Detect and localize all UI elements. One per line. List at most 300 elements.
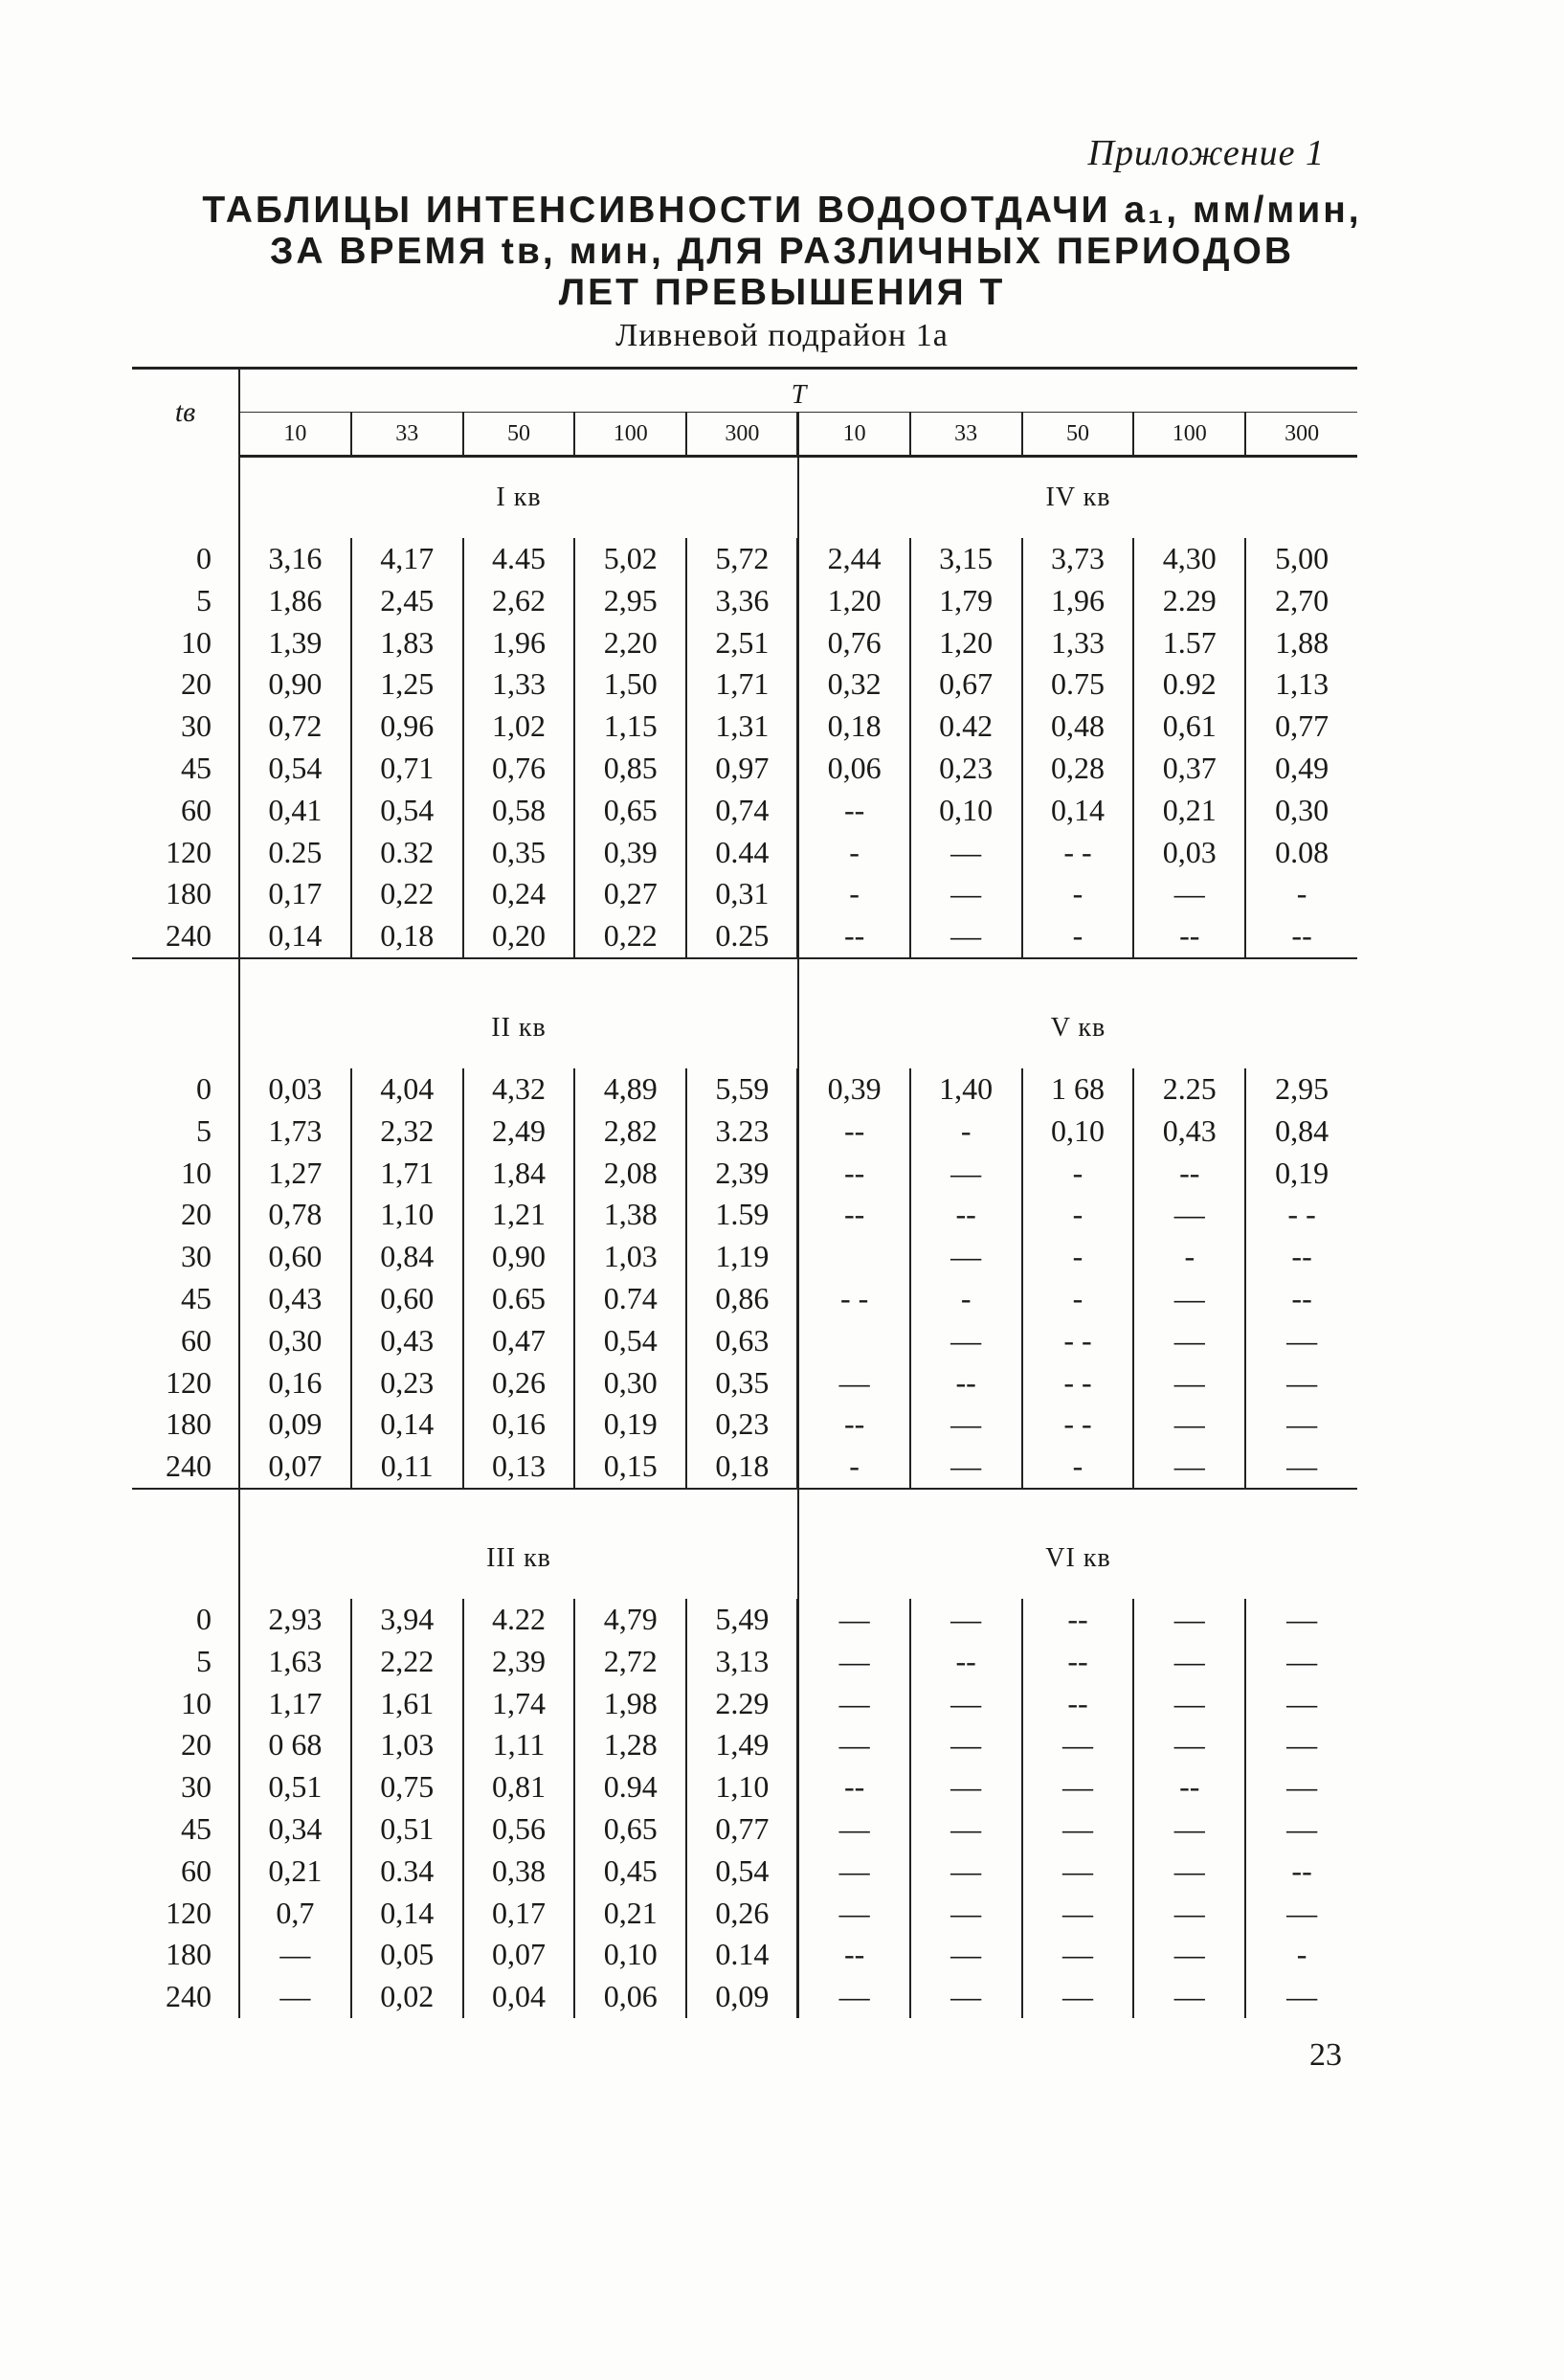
value-cell: 1,25 xyxy=(351,663,463,706)
value-cell: 0,22 xyxy=(574,915,686,958)
value-cell: — xyxy=(798,1641,910,1683)
value-cell: 0,60 xyxy=(239,1236,351,1278)
value-cell: 0,81 xyxy=(463,1766,575,1808)
value-cell: 0,13 xyxy=(463,1446,575,1489)
value-cell: - xyxy=(1022,1236,1134,1278)
value-cell: 0,21 xyxy=(239,1851,351,1893)
table-row xyxy=(132,706,1357,748)
value-cell: 2,70 xyxy=(1275,582,1329,617)
value-cell: 0,71 xyxy=(351,748,463,790)
value-cell: 2,49 xyxy=(463,1111,575,1153)
value-cell: — xyxy=(910,1766,1022,1808)
value-cell: 3.23 xyxy=(686,1111,798,1153)
value-cell: — xyxy=(1286,1322,1318,1358)
value-cell: 1,38 xyxy=(574,1194,686,1236)
value-cell: 0,41 xyxy=(239,790,351,832)
time-cell: 20 xyxy=(132,1194,239,1236)
value-cell: 2,93 xyxy=(239,1599,351,1641)
value-cell: 1,28 xyxy=(574,1724,686,1766)
value-cell: 4,79 xyxy=(574,1599,686,1641)
value-cell: — xyxy=(1286,1643,1318,1678)
value-cell: 0,11 xyxy=(351,1446,463,1489)
value-cell: 0,16 xyxy=(239,1362,351,1404)
value-cell: 2,32 xyxy=(351,1111,463,1153)
table-row xyxy=(132,1236,1357,1278)
time-cell: 120 xyxy=(132,832,239,874)
value-cell: 0,10 xyxy=(1022,1111,1134,1153)
value-cell: 0,90 xyxy=(463,1236,575,1278)
value-cell: 0,28 xyxy=(1022,748,1134,790)
value-cell: 1,63 xyxy=(239,1641,351,1683)
value-cell: - xyxy=(798,832,910,874)
time-cell: 180 xyxy=(132,1934,239,1976)
value-cell: -- xyxy=(798,1403,910,1446)
value-cell: 1,10 xyxy=(351,1194,463,1236)
value-cell: 1,11 xyxy=(463,1724,575,1766)
value-cell: 0,30 xyxy=(1275,792,1329,827)
time-cell: 10 xyxy=(132,1683,239,1725)
value-cell: 3,94 xyxy=(351,1599,463,1641)
time-cell: 45 xyxy=(132,1808,239,1851)
value-cell: — xyxy=(1133,1278,1245,1320)
time-cell: 0 xyxy=(132,1068,239,1111)
value-cell: — xyxy=(1133,1320,1245,1362)
value-cell: 1,84 xyxy=(463,1153,575,1195)
value-cell: 4,32 xyxy=(463,1068,575,1111)
value-cell: — xyxy=(1286,1727,1318,1763)
value-cell: -- xyxy=(798,1194,910,1236)
value-cell: - - xyxy=(798,1278,910,1320)
value-cell: 1,73 xyxy=(239,1111,351,1153)
value-cell: 1,33 xyxy=(1022,622,1134,664)
value-cell: 0,35 xyxy=(686,1362,798,1404)
value-cell: -- xyxy=(798,1934,910,1976)
value-cell: — xyxy=(910,1599,1022,1641)
value-cell: 0,65 xyxy=(574,790,686,832)
value-cell: 5,49 xyxy=(686,1599,798,1641)
header-row-T xyxy=(132,370,1357,413)
value-cell: 1,03 xyxy=(351,1724,463,1766)
value-cell: 0,26 xyxy=(686,1893,798,1935)
value-cell: — xyxy=(1133,1934,1245,1976)
value-cell: 1,15 xyxy=(574,706,686,748)
value-cell: — xyxy=(1133,1599,1245,1641)
time-cell: 5 xyxy=(132,1111,239,1153)
period-header: 300 xyxy=(686,413,798,457)
value-cell: — xyxy=(1022,1893,1134,1935)
value-cell: 0,67 xyxy=(910,663,1022,706)
value-cell: 3,36 xyxy=(686,580,798,622)
value-cell: 0,09 xyxy=(239,1403,351,1446)
value-cell: 2,22 xyxy=(351,1641,463,1683)
value-cell: 2,39 xyxy=(686,1153,798,1195)
table-row xyxy=(132,1976,1357,2018)
time-cell: 120 xyxy=(132,1362,239,1404)
value-cell: 4,17 xyxy=(351,538,463,580)
value-cell: -- xyxy=(1133,915,1245,958)
value-cell: 0,15 xyxy=(574,1446,686,1489)
value-cell: — xyxy=(798,1362,910,1404)
time-cell: 0 xyxy=(132,1599,239,1641)
value-cell: 0,31 xyxy=(686,873,798,915)
value-cell: — xyxy=(910,1683,1022,1725)
table-row xyxy=(132,1362,1357,1404)
value-cell: -- xyxy=(910,1362,1022,1404)
value-cell: 5,02 xyxy=(574,538,686,580)
value-cell: -- xyxy=(798,1153,910,1195)
value-cell: -- xyxy=(1291,918,1312,954)
table-row xyxy=(132,915,1357,958)
value-cell: - - xyxy=(1022,832,1134,874)
value-cell: 2,72 xyxy=(574,1641,686,1683)
value-cell: — xyxy=(1133,1851,1245,1893)
value-cell: 0,78 xyxy=(239,1194,351,1236)
value-cell: -- xyxy=(1022,1641,1134,1683)
value-cell: 0,30 xyxy=(239,1320,351,1362)
value-cell: 0,05 xyxy=(351,1934,463,1976)
period-header: 10 xyxy=(798,413,910,457)
value-cell: 1,27 xyxy=(239,1153,351,1195)
value-cell: 2.29 xyxy=(1133,580,1245,622)
value-cell: -- xyxy=(798,915,910,958)
value-cell: 0.14 xyxy=(686,1934,798,1976)
period-header: 50 xyxy=(463,413,575,457)
value-cell: — xyxy=(1286,1979,1318,2014)
time-cell: 10 xyxy=(132,622,239,664)
table-row xyxy=(132,1111,1357,1153)
value-cell: 0,54 xyxy=(574,1320,686,1362)
value-cell: 0,84 xyxy=(351,1236,463,1278)
value-cell: 4,89 xyxy=(574,1068,686,1111)
table-row xyxy=(132,832,1357,874)
time-cell: 240 xyxy=(132,915,239,958)
value-cell: 0,18 xyxy=(351,915,463,958)
value-cell: 0,56 xyxy=(463,1808,575,1851)
value-cell: 1,96 xyxy=(1022,580,1134,622)
value-cell: — xyxy=(910,1893,1022,1935)
time-cell: 180 xyxy=(132,873,239,915)
time-cell: 240 xyxy=(132,1446,239,1489)
table-row xyxy=(132,748,1357,790)
value-cell: 2.29 xyxy=(686,1683,798,1725)
value-cell: — xyxy=(798,1851,910,1893)
value-cell: 0,39 xyxy=(798,1068,910,1111)
value-cell: 0.32 xyxy=(351,832,463,874)
value-cell: -- xyxy=(1291,1280,1312,1315)
value-cell: 0,48 xyxy=(1022,706,1134,748)
value-cell: — xyxy=(1133,1893,1245,1935)
value-cell: — xyxy=(1286,1810,1318,1846)
value-cell: 1,13 xyxy=(1275,666,1329,702)
value-cell: 0,49 xyxy=(1275,750,1329,785)
time-cell: 30 xyxy=(132,1766,239,1808)
value-cell: 0,09 xyxy=(686,1976,798,2018)
value-cell: 1,71 xyxy=(686,663,798,706)
table-row xyxy=(132,1068,1357,1111)
value-cell: 0,21 xyxy=(1133,790,1245,832)
table-row xyxy=(132,538,1357,580)
value-cell: 1,20 xyxy=(910,622,1022,664)
value-cell: — xyxy=(1022,1808,1134,1851)
value-cell: — xyxy=(910,1446,1022,1489)
value-cell: 0,16 xyxy=(463,1403,575,1446)
time-cell: 120 xyxy=(132,1893,239,1935)
value-cell: 0,54 xyxy=(686,1851,798,1893)
value-cell: - xyxy=(1022,1278,1134,1320)
value-cell: 0,63 xyxy=(686,1320,798,1362)
value-cell: 4,04 xyxy=(351,1068,463,1111)
value-cell: — xyxy=(1286,1601,1318,1636)
value-cell: - - xyxy=(1022,1320,1134,1362)
T-header: T xyxy=(239,370,1357,413)
value-cell: 0,51 xyxy=(351,1808,463,1851)
value-cell: — xyxy=(910,1320,1022,1362)
value-cell: 0,97 xyxy=(686,748,798,790)
value-cell: — xyxy=(1022,1724,1134,1766)
value-cell xyxy=(798,1320,910,1362)
value-cell: 0,04 xyxy=(463,1976,575,2018)
value-cell: -- xyxy=(1291,1239,1312,1274)
table-row xyxy=(132,873,1357,915)
period-header: 100 xyxy=(1133,413,1245,457)
value-cell: — xyxy=(910,1851,1022,1893)
time-cell: 20 xyxy=(132,1724,239,1766)
value-cell: 0,74 xyxy=(686,790,798,832)
zone-header-row xyxy=(132,1518,1357,1599)
table-row xyxy=(132,1641,1357,1683)
value-cell: 0.34 xyxy=(351,1851,463,1893)
value-cell: 3,73 xyxy=(1022,538,1134,580)
value-cell: — xyxy=(1022,1934,1134,1976)
value-cell: 2,62 xyxy=(463,580,575,622)
page-number: 23 xyxy=(1309,2037,1342,2073)
value-cell: 0,17 xyxy=(239,873,351,915)
table-row xyxy=(132,1766,1357,1808)
value-cell: 1,20 xyxy=(798,580,910,622)
zone-label-left: III кв xyxy=(239,1518,798,1599)
value-cell: 0.08 xyxy=(1275,834,1329,869)
value-cell: 0.75 xyxy=(1022,663,1134,706)
time-cell: 20 xyxy=(132,663,239,706)
period-header: 33 xyxy=(910,413,1022,457)
value-cell: 0.65 xyxy=(463,1278,575,1320)
value-cell: 0,06 xyxy=(798,748,910,790)
value-cell: 1 68 xyxy=(1022,1068,1134,1111)
value-cell: 1,33 xyxy=(463,663,575,706)
value-cell: 0,20 xyxy=(463,915,575,958)
value-cell: 0,23 xyxy=(910,748,1022,790)
value-cell: 0,84 xyxy=(1275,1112,1329,1148)
value-cell: — xyxy=(1286,1769,1318,1805)
period-header: 300 xyxy=(1245,413,1357,457)
value-cell: - xyxy=(1022,1194,1134,1236)
value-cell: — xyxy=(910,1934,1022,1976)
value-cell: 1,74 xyxy=(463,1683,575,1725)
value-cell: — xyxy=(1022,1851,1134,1893)
value-cell: — xyxy=(910,1976,1022,2018)
value-cell: — xyxy=(1286,1448,1318,1484)
value-cell: — xyxy=(1133,1724,1245,1766)
subtitle: Ливневой подрайон 1а xyxy=(615,318,949,353)
value-cell: 1,61 xyxy=(351,1683,463,1725)
value-cell: 0,76 xyxy=(798,622,910,664)
value-cell: 0.25 xyxy=(239,832,351,874)
value-cell: 0,65 xyxy=(574,1808,686,1851)
value-cell: 0,30 xyxy=(574,1362,686,1404)
value-cell: — xyxy=(910,1403,1022,1446)
value-cell: 2,95 xyxy=(574,580,686,622)
value-cell: 0.25 xyxy=(686,915,798,958)
value-cell: 0,02 xyxy=(351,1976,463,2018)
time-cell: 180 xyxy=(132,1403,239,1446)
value-cell: - xyxy=(910,1111,1022,1153)
value-cell: - xyxy=(1296,876,1307,911)
value-cell: — xyxy=(1133,873,1245,915)
value-cell: 0,58 xyxy=(463,790,575,832)
value-cell: 0,26 xyxy=(463,1362,575,1404)
tb-header: tв xyxy=(132,370,239,457)
value-cell: - xyxy=(798,873,910,915)
value-cell: — xyxy=(1133,1976,1245,2018)
zone-label-left: I кв xyxy=(239,457,798,539)
table-row xyxy=(132,1934,1357,1976)
title-line-2: ЗА ВРЕМЯ tв, мин, ДЛЯ РАЗЛИЧНЫХ ПЕРИОДОВ xyxy=(269,231,1295,272)
value-cell: -- xyxy=(1133,1153,1245,1195)
value-cell: 2,82 xyxy=(574,1111,686,1153)
zone-label-right: VI кв xyxy=(1045,1542,1111,1573)
table-row xyxy=(132,1808,1357,1851)
value-cell: 0,76 xyxy=(463,748,575,790)
value-cell xyxy=(798,1236,910,1278)
value-cell: 0,18 xyxy=(798,706,910,748)
value-cell: 1.57 xyxy=(1133,622,1245,664)
value-cell: 0,23 xyxy=(351,1362,463,1404)
value-cell: -- xyxy=(1291,1852,1312,1888)
value-cell: 2,95 xyxy=(1275,1070,1329,1106)
value-cell: 4.22 xyxy=(463,1599,575,1641)
block-separator xyxy=(132,1489,1357,1518)
value-cell: 0.44 xyxy=(686,832,798,874)
value-cell: 0,54 xyxy=(351,790,463,832)
value-cell: — xyxy=(798,1683,910,1725)
value-cell: 1,39 xyxy=(239,622,351,664)
value-cell: 0,45 xyxy=(574,1851,686,1893)
value-cell: - xyxy=(1022,915,1134,958)
title-line-1: ТАБЛИЦЫ ИНТЕНСИВНОСТИ ВОДООТДАЧИ a₁, мм/мин, xyxy=(202,190,1362,231)
value-cell: 0,35 xyxy=(463,832,575,874)
value-cell: 3,16 xyxy=(239,538,351,580)
value-cell: — xyxy=(1286,1685,1318,1720)
time-cell: 0 xyxy=(132,538,239,580)
value-cell: 0,21 xyxy=(574,1893,686,1935)
value-cell: — xyxy=(1286,1406,1318,1442)
value-cell: — xyxy=(910,1236,1022,1278)
value-cell: — xyxy=(798,1893,910,1935)
header-row-periods xyxy=(132,413,1357,457)
table-row xyxy=(132,622,1357,664)
value-cell: - xyxy=(1022,1446,1134,1489)
value-cell: 0,23 xyxy=(686,1403,798,1446)
value-cell: 1,21 xyxy=(463,1194,575,1236)
value-cell: — xyxy=(1022,1976,1134,2018)
value-cell: 0,37 xyxy=(1133,748,1245,790)
zone-label-right: V кв xyxy=(1050,1012,1106,1043)
period-header: 33 xyxy=(351,413,463,457)
table-body xyxy=(132,369,1357,2018)
time-cell: 60 xyxy=(132,1320,239,1362)
time-cell: 60 xyxy=(132,790,239,832)
value-cell: — xyxy=(798,1724,910,1766)
value-cell: 0,96 xyxy=(351,706,463,748)
value-cell: — xyxy=(239,1934,351,1976)
value-cell: 0,34 xyxy=(239,1808,351,1851)
value-cell: 1,49 xyxy=(686,1724,798,1766)
value-cell: 1,98 xyxy=(574,1683,686,1725)
value-cell: 1,71 xyxy=(351,1153,463,1195)
appendix-label: Приложение 1 xyxy=(1087,133,1325,173)
value-cell: 2,39 xyxy=(463,1641,575,1683)
block-separator xyxy=(132,958,1357,988)
value-cell: 1,86 xyxy=(239,580,351,622)
value-cell: — xyxy=(798,1976,910,2018)
value-cell: -- xyxy=(798,790,910,832)
value-cell: 1,31 xyxy=(686,706,798,748)
value-cell: 0,18 xyxy=(686,1446,798,1489)
value-cell: -- xyxy=(1022,1683,1134,1725)
zone-label-right: IV кв xyxy=(1045,483,1111,512)
value-cell: -- xyxy=(1022,1599,1134,1641)
table-row xyxy=(132,1893,1357,1935)
value-cell: 0,22 xyxy=(351,873,463,915)
value-cell: 0,90 xyxy=(239,663,351,706)
table-row xyxy=(132,1278,1357,1320)
value-cell: -- xyxy=(1133,1766,1245,1808)
value-cell: 0,86 xyxy=(686,1278,798,1320)
table-row xyxy=(132,1683,1357,1725)
value-cell: — xyxy=(910,873,1022,915)
title-line-3: ЛЕТ ПРЕВЫШЕНИЯ T xyxy=(558,272,1006,313)
value-cell: 0,10 xyxy=(574,1934,686,1976)
table-row xyxy=(132,1724,1357,1766)
value-cell: - - xyxy=(1287,1197,1316,1232)
data-table xyxy=(132,367,1357,2018)
value-cell: 1,40 xyxy=(910,1068,1022,1111)
value-cell: 2,44 xyxy=(798,538,910,580)
value-cell: — xyxy=(1133,1641,1245,1683)
value-cell: - xyxy=(798,1446,910,1489)
table-row xyxy=(132,1194,1357,1236)
value-cell: 0,06 xyxy=(574,1976,686,2018)
page-title xyxy=(0,190,1564,313)
value-cell: — xyxy=(1133,1446,1245,1489)
value-cell: — xyxy=(910,1808,1022,1851)
value-cell: 1,83 xyxy=(351,622,463,664)
value-cell: 0,14 xyxy=(351,1893,463,1935)
value-cell: 0,51 xyxy=(239,1766,351,1808)
value-cell: 2,45 xyxy=(351,580,463,622)
value-cell: -- xyxy=(798,1766,910,1808)
value-cell: 0,77 xyxy=(1275,708,1329,744)
table-row xyxy=(132,1446,1357,1489)
value-cell: 0,43 xyxy=(1133,1111,1245,1153)
value-cell: 0,77 xyxy=(686,1808,798,1851)
time-cell: 10 xyxy=(132,1153,239,1195)
table-row xyxy=(132,1320,1357,1362)
value-cell: — xyxy=(239,1976,351,2018)
value-cell: — xyxy=(1133,1362,1245,1404)
value-cell: 4,30 xyxy=(1133,538,1245,580)
value-cell: 0.74 xyxy=(574,1278,686,1320)
